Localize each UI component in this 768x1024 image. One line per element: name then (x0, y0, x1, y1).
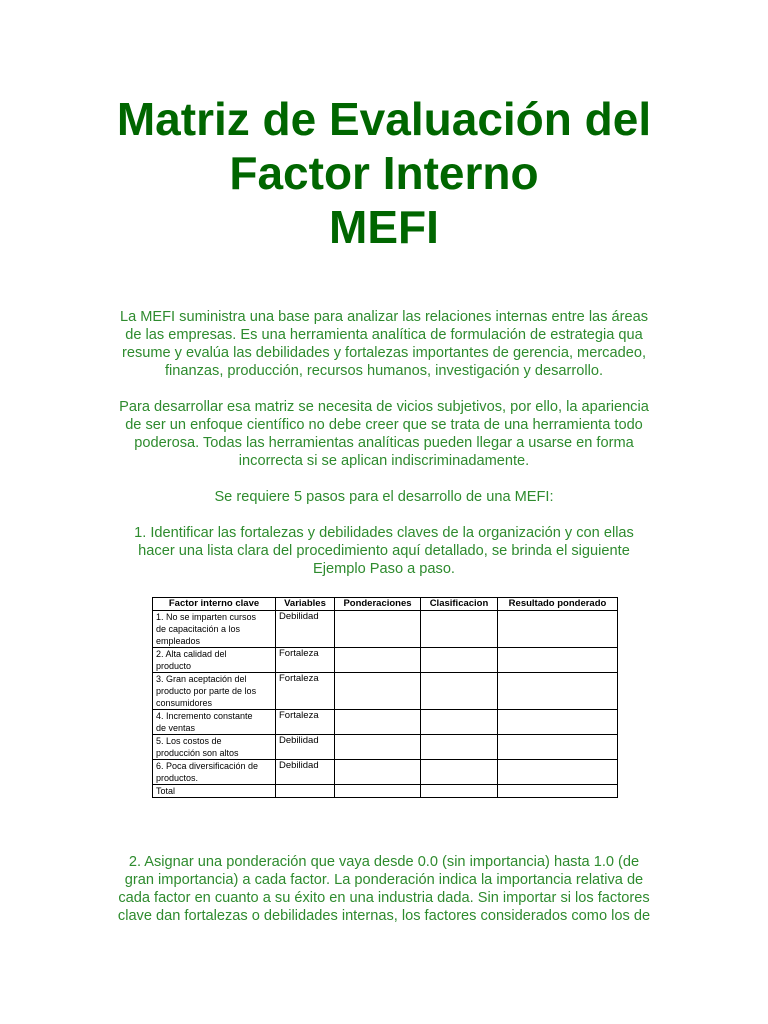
factor-line: producto (156, 661, 192, 671)
steps-intro-paragraph (96, 488, 672, 506)
clasificacion-cell (421, 735, 498, 760)
text-line: 2. Asignar una ponderación que vaya desde 0.0 (sin importancia) hasta 1.0 (de (128, 854, 640, 870)
step-1-paragraph (96, 524, 672, 578)
title-line-2: Factor Interno (229, 147, 539, 199)
ponderacion-cell (335, 785, 421, 798)
factor-line: 6. Poca diversificación de (156, 761, 259, 771)
text-line: gran importancia) a cada factor. La ponderación indica la importancia relativa de (124, 872, 644, 888)
ponderacion-cell (335, 648, 421, 673)
clasificacion-cell (421, 760, 498, 785)
factor-line: 2. Alta calidad del (156, 649, 227, 659)
variable-cell: Debilidad (276, 611, 335, 648)
clasificacion-cell (421, 611, 498, 648)
variable-cell (276, 785, 335, 798)
resultado-cell (498, 735, 618, 760)
variable-cell: Fortaleza (276, 648, 335, 673)
header-factor: Factor interno clave (153, 598, 276, 611)
factor-line: producción son altos (156, 748, 239, 758)
factor-cell (153, 710, 276, 735)
table-row (153, 611, 618, 648)
clasificacion-cell (421, 710, 498, 735)
ponderacion-cell (335, 710, 421, 735)
text-line: Se requiere 5 pasos para el desarrollo de una MEFI: (214, 489, 554, 505)
text-line: poderosa. Todas las herramientas analíticas pueden llegar a usarse en forma (134, 435, 634, 451)
factor-line: productos. (156, 773, 199, 783)
variable-cell: Fortaleza (276, 673, 335, 710)
step-2-paragraph (96, 853, 672, 925)
ponderacion-cell (335, 611, 421, 648)
resultado-cell (498, 611, 618, 648)
factor-line: 5. Los costos de (156, 736, 222, 746)
intro-paragraph (96, 308, 672, 380)
text-line: cada factor en cuanto a su éxito en una industria dada. Sin importar si los factores (118, 890, 650, 906)
resultado-cell (498, 760, 618, 785)
factor-line: producto por parte de los (156, 686, 257, 696)
header-variables: Variables (276, 598, 335, 611)
header-clasificacion: Clasificacion (421, 598, 498, 611)
factor-cell (153, 611, 276, 648)
variable-cell: Fortaleza (276, 710, 335, 735)
resultado-cell (498, 648, 618, 673)
variable-cell: Debilidad (276, 735, 335, 760)
mefi-table (152, 597, 618, 798)
header-ponderaciones: Ponderaciones (335, 598, 421, 611)
factor-line: de capacitación a los (156, 624, 241, 634)
text-line: de las empresas. Es una herramienta analítica de formulación de estrategia qua (125, 327, 643, 343)
text-line: La MEFI suministra una base para analizar las relaciones internas entre las áreas (119, 309, 649, 325)
factor-cell (153, 735, 276, 760)
text-line: hacer una lista clara del procedimiento aquí detallado, se brinda el siguiente (138, 543, 630, 559)
resultado-cell (498, 785, 618, 798)
table-total-row (153, 785, 618, 798)
factor-cell (153, 760, 276, 785)
ponderacion-cell (335, 673, 421, 710)
text-line: incorrecta si se aplican indiscriminadamente. (238, 453, 530, 469)
table-row (153, 648, 618, 673)
clasificacion-cell (421, 648, 498, 673)
total-label-cell (153, 785, 276, 798)
text-line: finanzas, producción, recursos humanos, investigación y desarrollo. (164, 363, 604, 379)
header-resultado: Resultado ponderado (498, 598, 618, 611)
table-row (153, 735, 618, 760)
title-line-3: MEFI (329, 201, 439, 253)
table-row (153, 710, 618, 735)
ponderacion-cell (335, 760, 421, 785)
factor-line: consumidores (156, 698, 213, 708)
resultado-cell (498, 710, 618, 735)
factor-cell (153, 673, 276, 710)
clasificacion-cell (421, 673, 498, 710)
table-row (153, 673, 618, 710)
total-label: Total (156, 786, 176, 796)
title-line-1: Matriz de Evaluación del (116, 93, 652, 145)
factor-line: 4. Incremento constante (156, 711, 253, 721)
develop-paragraph (96, 398, 672, 470)
clasificacion-cell (421, 785, 498, 798)
text-line: de ser un enfoque científico no debe creer que se trata de una herramienta todo (125, 417, 643, 433)
resultado-cell (498, 673, 618, 710)
text-line: resume y evalúa las debilidades y fortalezas importantes de gerencia, mercadeo, (121, 345, 647, 361)
variable-cell: Debilidad (276, 760, 335, 785)
table-header-row (153, 598, 618, 611)
ponderacion-cell (335, 735, 421, 760)
document-title (60, 92, 708, 254)
factor-line: 3. Gran aceptación del (156, 674, 247, 684)
factor-line: empleados (156, 636, 201, 646)
text-line: clave dan fortalezas o debilidades internas, los factores considerados como los de (117, 908, 651, 924)
factor-cell (153, 648, 276, 673)
table-row (153, 760, 618, 785)
text-line: Ejemplo Paso a paso. (313, 561, 455, 577)
text-line: 1. Identificar las fortalezas y debilidades claves de la organización y con ellas (134, 525, 634, 541)
factor-line: de ventas (156, 723, 196, 733)
factor-line: 1. No se imparten cursos (156, 612, 257, 622)
text-line: Para desarrollar esa matriz se necesita de vicios subjetivos, por ello, la apariencia (119, 399, 649, 415)
